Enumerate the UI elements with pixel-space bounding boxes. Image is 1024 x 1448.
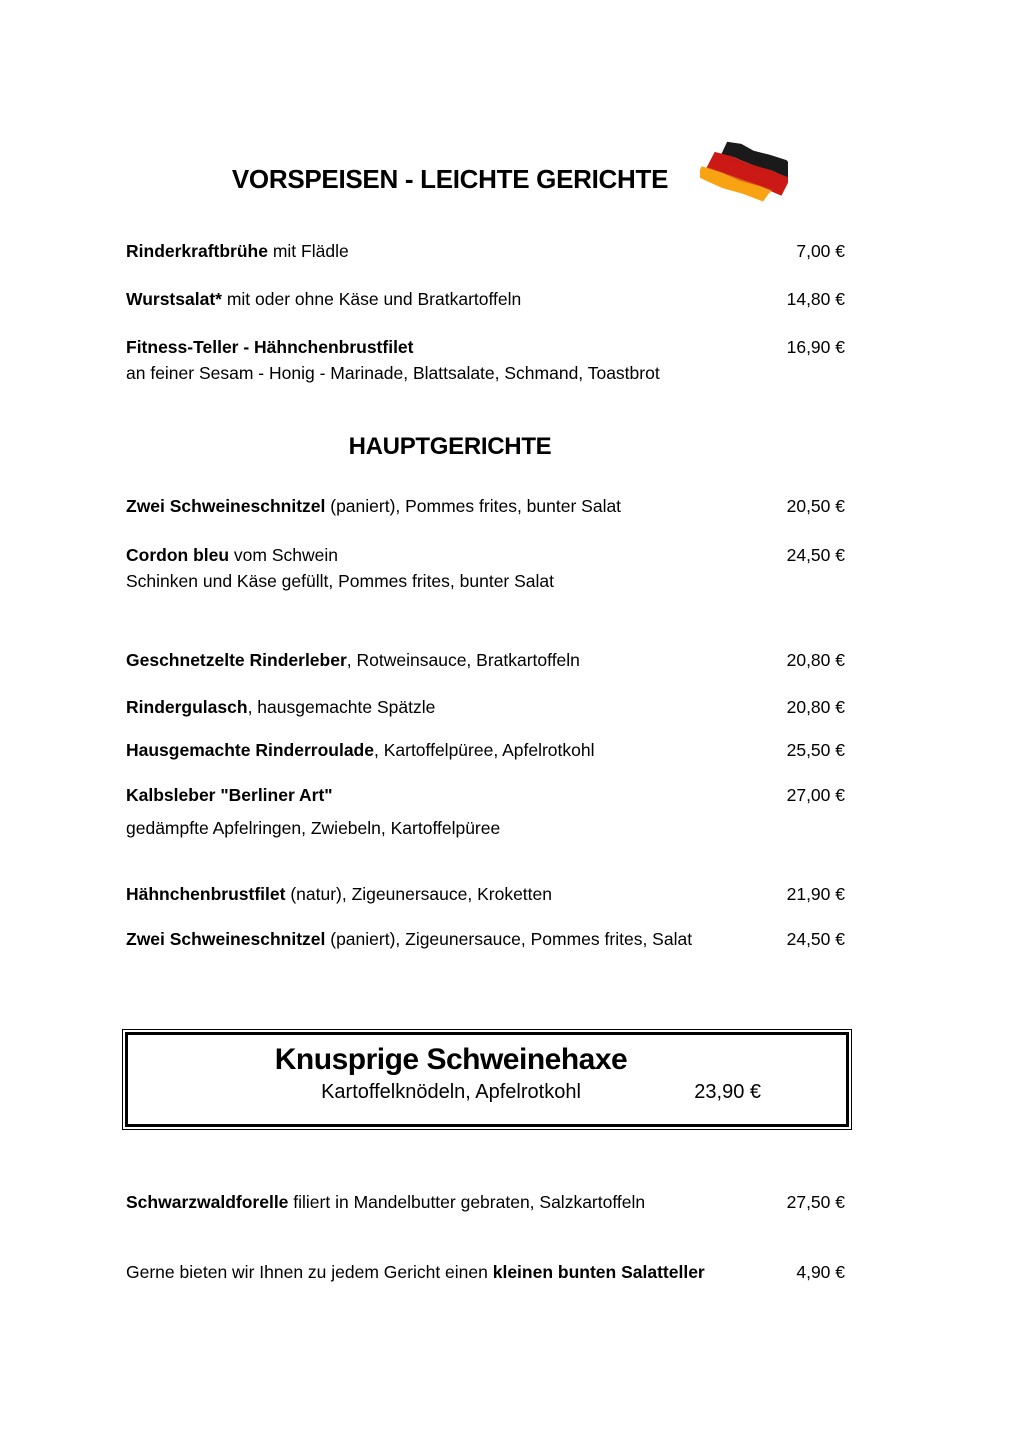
dish-price: 27,50 € <box>786 1192 845 1212</box>
menu-item <box>126 334 845 386</box>
dish-desc: (natur), Zigeunersauce, Kroketten <box>285 884 552 904</box>
dish-price: 14,80 € <box>786 289 845 309</box>
dish-price: 27,00 € <box>786 785 845 805</box>
dish-name: Zwei Schweineschnitzel <box>126 496 326 516</box>
menu-note <box>126 1259 845 1285</box>
dish-subline: an feiner Sesam - Honig - Marinade, Blattsalate, Schmand, Toastbrot <box>126 363 660 383</box>
highlight-dish-price: 23,90 € <box>694 1081 761 1103</box>
dish-desc: , Rotweinsauce, Bratkartoffeln <box>346 650 580 670</box>
dish-text <box>126 926 692 952</box>
section-title-hauptgerichte: HAUPTGERICHTE <box>348 433 552 460</box>
dish-text <box>126 881 552 907</box>
note-text <box>126 1259 705 1285</box>
dish-text <box>126 1189 645 1215</box>
dish-name: Hausgemachte Rinderroulade <box>126 740 374 760</box>
menu-item <box>126 286 845 312</box>
dish-price: 21,90 € <box>786 884 845 904</box>
highlight-box <box>122 1029 852 1130</box>
dish-name: Fitness-Teller - Hähnchenbrustfilet <box>126 337 414 357</box>
dish-text <box>126 737 595 763</box>
dish-text <box>126 286 521 312</box>
dish-desc: , hausgemachte Spätzle <box>247 697 436 717</box>
dish-desc: (paniert), Zigeunersauce, Pommes frites, Salat <box>325 929 693 949</box>
dish-name: Rindergulasch <box>126 697 248 717</box>
menu-item <box>126 542 845 594</box>
highlight-box-inner <box>125 1032 849 1127</box>
dish-name: Cordon bleu <box>126 545 230 565</box>
note-prefix: Gerne bieten wir Ihnen zu jedem Gericht einen <box>126 1262 493 1282</box>
dish-text <box>126 694 435 720</box>
menu-item <box>126 1189 845 1215</box>
note-highlight: kleinen bunten Salatteller <box>492 1262 705 1282</box>
dish-price: 24,50 € <box>786 929 845 949</box>
menu-item <box>126 238 845 264</box>
dish-subline: gedämpfte Apfelringen, Zwiebeln, Kartoffelpüree <box>126 818 501 838</box>
dish-desc: filiert in Mandelbutter gebraten, Salzkartoffeln <box>288 1192 646 1212</box>
menu-item <box>126 493 845 519</box>
section-title-vorspeisen: VORSPEISEN - LEICHTE GERICHTE <box>231 164 669 194</box>
note-price: 4,90 € <box>796 1262 845 1282</box>
dish-text <box>126 238 349 264</box>
dish-price: 7,00 € <box>796 241 845 261</box>
menu-item <box>126 694 845 720</box>
dish-name: Geschnetzelte Rinderleber <box>126 650 347 670</box>
dish-name: Kalbsleber "Berliner Art" <box>126 785 333 805</box>
dish-desc: (paniert), Pommes frites, bunter Salat <box>325 496 622 516</box>
menu-item <box>126 881 845 907</box>
dish-price: 20,80 € <box>786 697 845 717</box>
dish-name: Rinderkraftbrühe <box>126 241 268 261</box>
dish-price: 25,50 € <box>786 740 845 760</box>
dish-price: 24,50 € <box>786 545 845 565</box>
dish-name: Zwei Schweineschnitzel <box>126 929 326 949</box>
menu-item <box>126 647 845 673</box>
menu-item <box>126 737 845 763</box>
dish-price: 20,50 € <box>786 496 845 516</box>
menu-item <box>126 926 845 952</box>
highlight-dish-name: Knusprige Schweinehaxe <box>274 1043 628 1076</box>
dish-name: Wurstsalat* <box>126 289 222 309</box>
dish-desc: mit oder ohne Käse und Bratkartoffeln <box>221 289 522 309</box>
dish-desc: mit Flädle <box>267 241 349 261</box>
dish-text <box>126 647 580 673</box>
dish-text <box>126 493 621 519</box>
dish-name: Hähnchenbrustfilet <box>126 884 286 904</box>
dish-desc: vom Schwein <box>229 545 338 565</box>
dish-name: Schwarzwaldforelle <box>126 1192 289 1212</box>
menu-item <box>126 782 845 841</box>
dish-text <box>126 334 414 360</box>
dish-subline: Schinken und Käse gefüllt, Pommes frites, bunter Salat <box>126 571 555 591</box>
dish-text <box>126 782 333 808</box>
highlight-dish-desc: Kartoffelknödeln, Apfelrotkohl <box>321 1081 581 1103</box>
dish-price: 20,80 € <box>786 650 845 670</box>
dish-text <box>126 542 338 568</box>
german-flag-icon <box>700 136 788 216</box>
dish-price: 16,90 € <box>786 337 845 357</box>
dish-desc: , Kartoffelpüree, Apfelrotkohl <box>373 740 595 760</box>
